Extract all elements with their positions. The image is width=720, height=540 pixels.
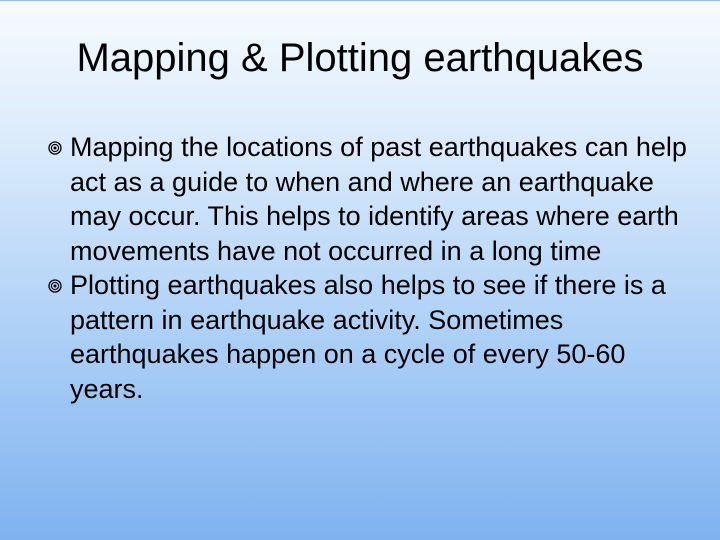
top-border-line [0, 0, 720, 1]
circle-bullet-icon [48, 141, 62, 155]
bullet-list [48, 130, 698, 406]
bullet-item-plotting [48, 268, 698, 406]
slide-title: Mapping & Plotting earthquakes [76, 36, 644, 80]
bullet-text-plotting: Plotting earthquakes also helps to see if there is a pattern in earthquake activity. Sometimes earthquakes happen on a cycle of every 50-60 years. [70, 270, 666, 404]
circle-bullet-icon [48, 279, 62, 293]
bullet-item-mapping [48, 130, 698, 268]
bullet-text-mapping: Mapping the locations of past earthquakes can help act as a guide to when and where an earthquake may occur. This helps to identify areas where earth movements have not occurred in a long time [70, 132, 687, 266]
